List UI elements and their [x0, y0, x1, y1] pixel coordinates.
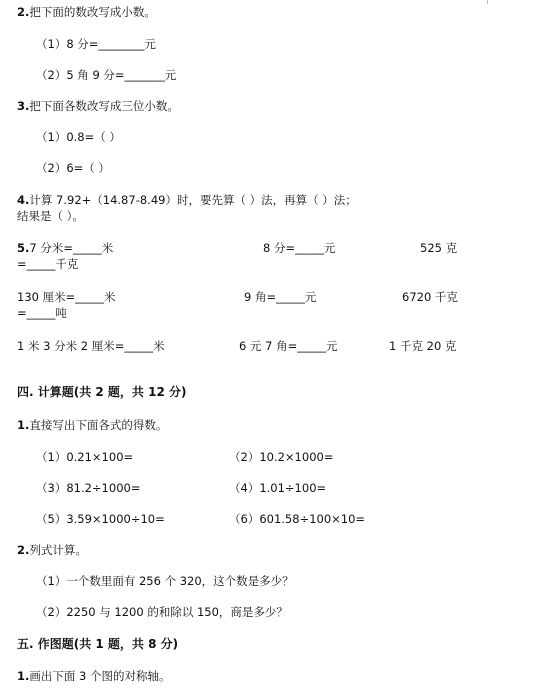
question-5-row-3-col-1: 1 米 3 分米 2 厘米=_____米 [17, 339, 165, 353]
calc-item-1: （1）0.21×100= [36, 450, 134, 464]
calc-item-5: （5）3.59×1000÷10= [36, 512, 165, 526]
question-5-row-1-col-3: 525 克 [420, 241, 458, 255]
question-5-row-2-col-2: 9 角=_____元 [244, 290, 317, 304]
word-problem-2: （2）2250 与 1200 的和除以 150，商是多少？ [36, 605, 288, 619]
question-5-row-2-cont: =_____吨 [17, 306, 67, 320]
question-4-line-2: 结果是（ ）。 [17, 209, 84, 223]
question-4-text: 4.计算 7.92+（14.87-8.49）时，要先算（ ）法，再算（ ）法； [17, 193, 357, 207]
question-5-row-3-col-2: 6 元 7 角=_____元 [239, 339, 338, 353]
section-5-title: 五. 作图题(共 1 题，共 8 分) [17, 637, 179, 651]
calc-item-2: （2）10.2×1000= [229, 450, 334, 464]
question-5-row-1-col-2: 8 分=_____元 [263, 241, 336, 255]
calc-item-4: （4）1.01÷100= [229, 481, 327, 495]
word-problem-1: （1）一个数里面有 256 个 320，这个数是多少？ [36, 574, 294, 588]
page-corner-mark [487, 0, 488, 4]
section-5-q1-text: 1.画出下面 3 个图的对称轴。 [17, 669, 171, 683]
question-5-row-2-col-1: 130 厘米=_____米 [17, 290, 116, 304]
question-5-row-1-col-1: 5.7 分米=_____米 [17, 241, 114, 255]
question-5-row-3-col-3: 1 千克 20 克 [389, 339, 457, 353]
question-2-text: 2.把下面的数改写成小数。 [17, 5, 156, 19]
question-2-item-1: （1）8 分=________元 [36, 37, 156, 51]
question-3-item-1: （1）0.8=（ ） [36, 130, 121, 144]
question-5-row-2-col-3: 6720 千克 [402, 290, 458, 304]
section-4-q1-text: 1.直接写出下面各式的得数。 [17, 418, 168, 432]
question-5-row-1-cont: =_____千克 [17, 257, 79, 271]
question-2-item-2: （2）5 角 9 分=_______元 [36, 68, 177, 82]
section-4-title: 四. 计算题(共 2 题，共 12 分) [17, 385, 187, 399]
question-3-item-2: （2）6=（ ） [36, 161, 110, 175]
section-4-q2-text: 2.列式计算。 [17, 543, 87, 557]
calc-item-6: （6）601.58÷100×10= [229, 512, 366, 526]
question-3-text: 3.把下面各数改写成三位小数。 [17, 99, 179, 113]
calc-item-3: （3）81.2÷1000= [36, 481, 141, 495]
